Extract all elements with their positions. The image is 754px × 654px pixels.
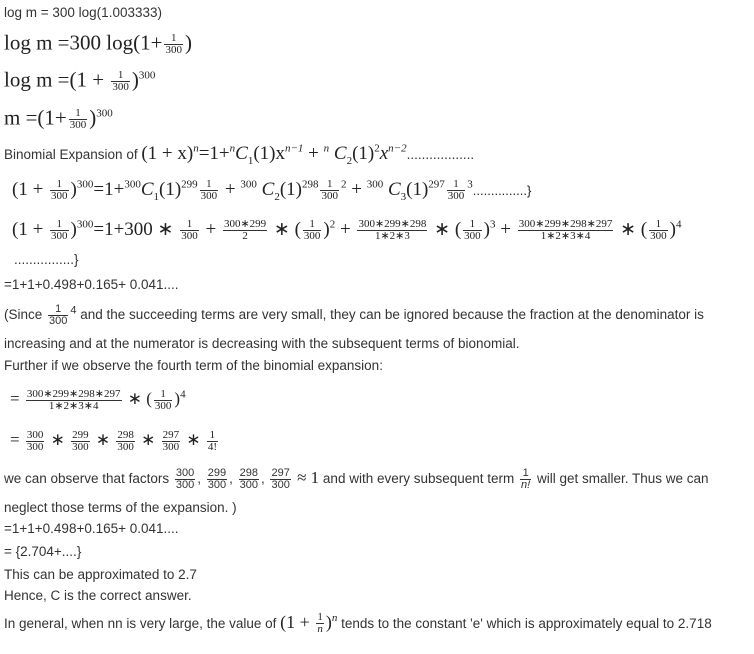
general-statement — [4, 608, 712, 638]
neglect-line: neglect those terms of the expansion. ) — [4, 500, 237, 515]
math-token: 2 — [242, 230, 248, 243]
math-token: ) — [669, 219, 676, 240]
fraction — [518, 219, 614, 242]
math-token: 1 — [649, 219, 668, 231]
eq-text: ) — [131, 67, 139, 92]
math-token: n — [229, 142, 236, 155]
math-token: (1 + — [280, 612, 315, 632]
math-token: 2 — [374, 142, 380, 155]
eq-text: ) — [89, 105, 97, 130]
answer-line: Hence, C is the correct answer. — [4, 588, 192, 603]
math-token: (1) — [352, 143, 375, 164]
math-token: 300 — [200, 190, 218, 203]
math-token: 300 — [26, 440, 44, 453]
math-token: 300 — [51, 230, 68, 243]
math-token: + — [495, 219, 516, 240]
math-token: (1 + — [12, 219, 49, 240]
math-token: 3 — [400, 190, 407, 203]
fraction — [320, 179, 339, 202]
factors-eq — [10, 426, 220, 454]
eq-m — [4, 105, 113, 131]
math-token: 299 — [72, 428, 89, 441]
math-token: 2 — [346, 154, 353, 167]
math-token: x — [379, 143, 389, 164]
math-token: 299 — [207, 466, 227, 479]
math-token: 300 — [175, 466, 195, 479]
math-token: n−2 — [388, 142, 407, 155]
math-token: ) — [323, 219, 330, 240]
fraction — [69, 108, 88, 131]
math-token: 3 — [489, 218, 496, 231]
fraction — [162, 430, 181, 453]
math-token: 298 — [117, 428, 134, 441]
math-token: 300 — [650, 230, 667, 243]
math-token: and the succeeding terms are very small, they can be ignored because the fraction at the denominator is — [76, 307, 704, 322]
math-token: =1+300 ∗ — [93, 219, 179, 240]
math-token: 2 — [274, 190, 280, 203]
math-token: 1 — [180, 219, 199, 231]
numerator: 1 — [111, 70, 130, 82]
dots: .................. — [406, 147, 475, 162]
fraction — [649, 219, 668, 242]
math-token: C — [329, 143, 347, 164]
math-token: n — [323, 142, 330, 155]
math-token: ...............} — [472, 183, 532, 198]
math-token: 297 — [162, 428, 180, 441]
factors-observation — [4, 464, 709, 493]
math-token: ∗ ( — [123, 389, 152, 408]
math-token: + — [346, 179, 367, 200]
math-token: we can observe that factors — [4, 471, 173, 486]
math-token: =1+ — [198, 143, 230, 164]
math-token: ∗ ( — [615, 219, 648, 240]
math-token: 300 — [154, 399, 172, 412]
math-token: C — [235, 143, 248, 164]
math-token: =1+ — [93, 179, 125, 200]
math-token: 1 — [50, 179, 69, 191]
math-token: 300∗299∗298 — [358, 218, 427, 231]
math-token: tends to the constant 'e' which is approximately equal to 2.718 — [337, 616, 712, 631]
math-token: 1 — [520, 468, 531, 480]
math-token: 300 — [49, 314, 68, 327]
math-token: 1∗2∗3 — [374, 230, 410, 243]
math-token: , — [197, 471, 205, 486]
math-token: ∗ ( — [269, 219, 301, 240]
math-token: C — [140, 179, 154, 200]
math-token: 300 — [162, 440, 180, 453]
math-token: 299 — [181, 178, 198, 191]
sum-line-2: =1+1+0.498+0.165+ 0.041.... — [4, 521, 179, 536]
math-token: will get smaller. Thus we can — [533, 471, 709, 486]
math-token: ∗ ( — [429, 219, 462, 240]
math-token: , — [260, 471, 269, 486]
math-token: ∗ — [91, 430, 115, 449]
math-token: + — [200, 219, 221, 240]
math-token: 300 — [72, 440, 89, 453]
math-token: (1 + — [12, 179, 49, 200]
math-token: 297 — [271, 466, 290, 479]
math-token: 298 — [239, 466, 258, 479]
eq-text: log m =300 log(1+ — [4, 30, 163, 55]
math-token: 1 — [50, 219, 69, 231]
math-token: 300 — [181, 230, 198, 243]
math-token: 1 — [48, 304, 68, 316]
fraction — [447, 179, 466, 202]
eq-text: log m =(1 + — [4, 67, 110, 92]
math-token: n — [331, 612, 338, 624]
math-token: 300 — [366, 178, 384, 191]
denominator: 300 — [112, 81, 129, 93]
math-token: 4 — [675, 218, 682, 231]
numerator: 1 — [164, 33, 183, 45]
fraction — [26, 430, 45, 453]
eq-text: ) — [184, 30, 192, 55]
math-token: ) — [174, 389, 181, 408]
fourth-term-eq — [10, 385, 186, 413]
fraction — [463, 219, 482, 242]
math-token: 300∗299∗298∗297 — [26, 387, 121, 400]
math-token: n — [317, 623, 323, 636]
math-token: 298 — [301, 178, 319, 191]
fraction — [154, 389, 173, 412]
exponent: 300 — [96, 107, 113, 120]
fraction — [71, 430, 90, 453]
fraction — [270, 468, 290, 491]
math-token: 2 — [329, 218, 336, 231]
math-token: 1 — [154, 389, 173, 401]
math-token: ) — [325, 612, 332, 632]
math-token: ∗ — [136, 430, 160, 449]
math-token: (1) — [406, 179, 429, 200]
math-token: 300 — [464, 230, 481, 243]
math-token: 300 — [321, 190, 338, 203]
fraction — [200, 179, 219, 202]
math-token: + — [303, 143, 324, 164]
fraction — [26, 389, 122, 412]
fraction — [116, 430, 135, 453]
math-token: n! — [521, 478, 531, 491]
math-token: ∗ — [182, 430, 205, 449]
fraction — [207, 468, 227, 491]
math-token: 300 — [76, 218, 94, 231]
continuation-dots: ................} — [14, 252, 79, 267]
math-token: ) — [70, 219, 77, 240]
math-token: and with every subsequent term — [319, 471, 519, 486]
math-token: 4 — [180, 388, 186, 401]
math-token: 300 — [303, 230, 321, 243]
math-token: (1 + x) — [141, 143, 194, 164]
math-token: 1 — [317, 611, 323, 624]
math-token: n−1 — [284, 142, 304, 155]
math-token: 300 — [447, 190, 465, 203]
math-token: C — [383, 179, 401, 200]
math-token: 300 — [76, 178, 94, 191]
fraction — [207, 430, 218, 453]
math-token: 4! — [207, 440, 218, 453]
math-token: (1) — [279, 179, 302, 200]
denominator: 300 — [69, 119, 87, 131]
fraction — [303, 219, 322, 242]
math-token: 1∗2∗3∗4 — [540, 230, 591, 243]
fraction — [111, 70, 130, 93]
math-token: 300 — [240, 178, 257, 191]
text: Binomial Expansion of — [4, 147, 142, 162]
math-token: 300 — [271, 478, 290, 491]
binomial-expansion-line — [4, 142, 475, 169]
binomial-formula — [141, 142, 407, 167]
math-token: 300 — [124, 178, 141, 191]
fraction — [520, 468, 531, 491]
math-token: (1)x — [253, 143, 285, 164]
math-token: + — [335, 219, 356, 240]
denominator: 300 — [165, 44, 182, 56]
math-token: 300 — [207, 478, 227, 491]
numerator: 1 — [69, 108, 88, 120]
fraction — [164, 33, 183, 56]
e-limit-formula — [280, 611, 338, 636]
approximation-line: This can be approximated to 2.7 — [4, 567, 197, 582]
math-token: 1 — [200, 179, 219, 191]
math-token: 1 — [247, 154, 254, 167]
fraction — [50, 179, 69, 202]
total-line: = {2.704+....} — [4, 544, 82, 559]
math-token: 1 — [447, 179, 466, 191]
math-token: 4 — [70, 304, 77, 317]
exponent: 300 — [138, 69, 156, 82]
fraction — [223, 219, 267, 242]
math-token: 1∗2∗3∗4 — [48, 399, 99, 412]
math-token: (1) — [159, 179, 182, 200]
math-token: 300∗299 — [223, 218, 267, 231]
math-token: 1 — [207, 430, 218, 442]
fraction — [316, 612, 324, 635]
fraction — [50, 219, 69, 242]
math-token: 297 — [428, 178, 445, 191]
math-token: (Since — [4, 307, 47, 322]
eq-log-m-1 — [4, 30, 192, 56]
math-token: ≈ 1 — [292, 468, 320, 487]
fraction — [48, 304, 68, 327]
math-token: C — [256, 179, 275, 200]
math-token: + — [220, 179, 241, 200]
expansion-line-1 — [12, 178, 531, 209]
fraction — [180, 219, 199, 242]
math-token: ) — [483, 219, 490, 240]
sum-line: =1+1+0.498+0.165+ 0.041.... — [4, 277, 179, 292]
eq-log-m-2 — [4, 67, 156, 93]
fourth-term-intro: Further if we observe the fourth term of the binomial expansion: — [4, 358, 383, 373]
math-token: = — [10, 389, 24, 408]
math-token: 3 — [467, 178, 473, 191]
explanation-line: increasing and at the numerator is decreasing with the subsequent terms of bionomial. — [4, 336, 520, 351]
math-token: 1 — [153, 190, 159, 203]
fraction — [175, 468, 195, 491]
math-token: = — [10, 430, 24, 449]
math-token: 300 — [51, 190, 68, 203]
math-token: , — [229, 471, 237, 486]
math-token: 2 — [340, 178, 347, 191]
math-token: ) — [70, 179, 77, 200]
math-token: 1 — [303, 219, 322, 231]
math-token: 300∗299∗298∗297 — [518, 218, 613, 231]
expansion-line-2 — [12, 217, 681, 243]
math-token: 1 — [463, 219, 482, 231]
fraction — [239, 468, 259, 491]
math-token: 300 — [117, 440, 134, 453]
math-token: n — [193, 142, 199, 155]
eq-text: m =(1+ — [4, 105, 67, 130]
math-token: 300 — [175, 478, 195, 491]
since-line — [4, 302, 704, 328]
math-token: In general, when nn is very large, the value of — [4, 616, 281, 631]
math-token: 300 — [239, 478, 258, 491]
math-token: ∗ — [46, 430, 70, 449]
math-token: 300 — [26, 428, 44, 441]
line-log-m: log m = 300 log(1.003333) — [4, 5, 162, 20]
math-token: 1 — [320, 179, 339, 191]
fraction — [357, 219, 427, 242]
